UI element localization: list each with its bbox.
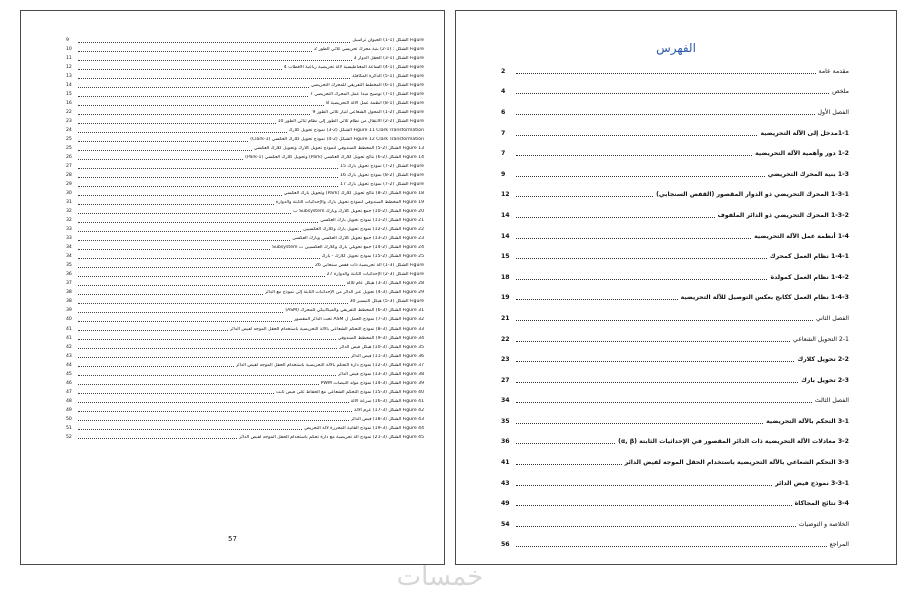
table-of-contents-page <box>455 10 897 565</box>
dot-leader <box>78 354 349 358</box>
figure-entry <box>66 63 424 72</box>
toc-entry <box>501 123 849 144</box>
toc-entry-title: 1-3-1 المحرك التحريضي ذو الدوار المقصور (القفص السنجابي) <box>656 191 849 199</box>
figure-entry-title: Figure الشكل (3-2) الإحداثيات الثابتة والدوارة 27 <box>326 272 424 278</box>
toc-entry-page: 12 <box>501 191 510 199</box>
toc-entry-page: 35 <box>501 417 510 425</box>
toc-entry-page: 15 <box>501 253 510 261</box>
figure-entry <box>66 406 424 415</box>
dot-leader <box>78 273 325 277</box>
toc-entry <box>501 329 849 350</box>
figure-entry <box>66 315 424 324</box>
figure-entry-page: 34 <box>66 245 72 251</box>
dot-leader <box>78 309 283 313</box>
figure-entry-page: 16 <box>66 101 72 107</box>
dot-leader <box>78 48 312 52</box>
toc-entry-page: 27 <box>501 376 510 384</box>
toc-entry-title: 1-3-2 المحرك التحريضي ذو الدائر الملفوف <box>717 211 849 219</box>
figure-entry-page: 14 <box>66 83 72 89</box>
dot-leader <box>78 372 336 376</box>
figure-entry <box>66 424 424 433</box>
dot-leader <box>78 264 313 268</box>
figure-entry <box>66 207 424 216</box>
figure-entry-page: 50 <box>66 416 72 422</box>
figure-entry-title: Figure 40 الشكل (3-15) نموذج التحكم الشعاعي مع الحفاظ على فيض ثابت <box>276 389 424 395</box>
toc-entry-page: 6 <box>501 108 506 116</box>
figure-entry <box>66 144 424 153</box>
toc-entry-title: الفصل الثالث <box>814 397 849 405</box>
figure-entry-title: Figure الشكل (1-4) الساعة المغناطيسية لآلة تحريضية رباعية الأقطاب 4 <box>283 65 424 71</box>
dot-leader <box>78 120 276 124</box>
figure-entry-page: 24 <box>66 128 72 134</box>
figure-entry <box>66 279 424 288</box>
toc-entry <box>501 164 849 185</box>
table-of-contents <box>501 61 849 555</box>
dot-leader <box>78 66 282 70</box>
figure-entry <box>66 270 424 279</box>
dot-leader <box>516 439 615 444</box>
toc-entry <box>501 226 849 247</box>
figure-entry-title: Figure 45 الشكل (3-21) نموذج آلة تحريضية مع دارة تحكم باستخدام الحقل الموجه لفيض الدائر <box>239 434 424 440</box>
dot-leader <box>78 417 349 421</box>
figure-entry-title: Figure الشكل (1-3) الحقل الدوار 3 <box>353 56 424 62</box>
toc-entry <box>501 61 849 82</box>
dot-leader <box>516 419 763 424</box>
figure-entry-title: Figure 28 الشكل (3-3) هيكل عام للآلة <box>346 281 424 287</box>
figure-entry <box>66 216 424 225</box>
dot-leader <box>78 390 274 394</box>
toc-entry-title: 1-1مدخل إلى الآلة التحريضية <box>760 129 849 137</box>
figure-entry-page: 41 <box>66 326 72 332</box>
toc-entry <box>501 82 849 103</box>
toc-entry-page: 54 <box>501 520 510 528</box>
list-of-figures-page <box>20 10 445 565</box>
dot-leader <box>78 75 350 79</box>
figure-entry-title: Figure 25 الشكل (2-15) نموذج تحويل كلارك - بارك <box>321 254 424 260</box>
dot-leader <box>78 57 352 61</box>
toc-entry <box>501 514 849 535</box>
toc-entry-title: مقدمة عامة <box>818 67 849 75</box>
dot-leader <box>78 336 336 340</box>
figure-entry <box>66 36 424 45</box>
figure-entry <box>66 352 424 361</box>
figure-entry-page: 38 <box>66 299 72 305</box>
dot-leader <box>78 282 345 286</box>
dot-leader <box>78 255 320 259</box>
toc-entry-page: 14 <box>501 211 510 219</box>
figure-entry-title: Figure 31 الشكل (3-6) المخطط التفريقي والميكانيكي للمحرك (ASM) <box>285 308 424 314</box>
toc-entry <box>501 432 849 453</box>
toc-entry <box>501 349 849 370</box>
figure-entry-page: 30 <box>66 191 72 197</box>
figure-entry-page: 15 <box>66 92 72 98</box>
dot-leader <box>78 111 310 115</box>
figure-entry <box>66 243 424 252</box>
figure-entry-title: Figure 41 الشكل (3-16) سرعة الآلة <box>350 398 424 404</box>
dot-leader <box>516 254 767 259</box>
toc-entry <box>501 370 849 391</box>
dot-leader <box>516 234 751 239</box>
figure-entry-title: Figure الشكل (2-2) الانتقال من نظام ثلاثي الطور إلى نظام ثنائي الطور 10 <box>277 119 424 125</box>
figure-entry <box>66 54 424 63</box>
toc-entry-title: 1-4-2 نظام العمل كمولدة <box>770 273 849 281</box>
figure-entry-page: 52 <box>66 434 72 440</box>
figure-entry-page: 40 <box>66 317 72 323</box>
toc-entry <box>501 473 849 494</box>
toc-entry <box>501 205 849 226</box>
figure-entry-title: Figure 12 Clark Transformation الشكل (2-4) نموذج تحويل كلارك العكسي (Clark-1) <box>250 137 424 143</box>
dot-leader <box>516 460 622 465</box>
figure-entry-title: Figure 13 الشكل (2-5) المخطط الصندوقي لنموذج تحويل كلارك وتحويل كلارك العكسي <box>253 146 424 152</box>
figure-entry-page: 32 <box>66 218 72 224</box>
figure-entry <box>66 361 424 370</box>
figure-entry <box>66 225 424 234</box>
dot-leader <box>78 201 274 205</box>
toc-entry-title: 1-4-1 نظام العمل كمحرك <box>769 253 849 261</box>
figure-entry <box>66 370 424 379</box>
figure-entry-page: 27 <box>66 164 72 170</box>
toc-entry-page: 23 <box>501 356 510 364</box>
figure-entry-title: Figure 39 الشكل (3-14) نموذج مولد النبضات PWM <box>320 380 424 386</box>
dot-leader <box>78 318 292 322</box>
figure-entry-page: 41 <box>66 335 72 341</box>
dot-leader <box>78 426 302 430</box>
figure-entry <box>66 297 424 306</box>
figure-entry-page: 25 <box>66 146 72 152</box>
toc-entry <box>501 246 849 267</box>
dot-leader <box>78 300 348 304</box>
figure-entry-page: 42 <box>66 344 72 350</box>
figure-entry <box>66 306 424 315</box>
dot-leader <box>516 337 790 342</box>
toc-entry-title: 1-3 بنية المحرك التحريضي <box>767 170 849 178</box>
toc-entry-page: 34 <box>501 397 510 405</box>
figure-entry <box>66 90 424 99</box>
dot-leader <box>516 357 794 362</box>
figure-entry-page: 11 <box>66 56 72 62</box>
page-number: 57 <box>228 535 237 543</box>
toc-entry-page: 18 <box>501 273 510 281</box>
toc-entry-title: 1-2 دور وأهمية الآلة التحريضية <box>755 150 849 158</box>
figure-entry <box>66 153 424 162</box>
dot-leader <box>516 398 812 403</box>
figure-entry <box>66 135 424 144</box>
figure-entry-page: 9 <box>66 38 69 43</box>
figure-entry-title: Figure 18 الشكل (2-8) نتائج تحويل كلارك (Park) وتحويل بارك العكسي <box>283 191 424 197</box>
dot-leader <box>78 147 252 151</box>
figure-entry-page: 23 <box>66 119 72 125</box>
figure-entry <box>66 45 424 54</box>
dot-leader <box>516 542 827 547</box>
figure-entry <box>66 117 424 126</box>
figure-entry <box>66 397 424 406</box>
toc-entry-title: 2-2 تحويل كلارك <box>797 356 849 364</box>
dot-leader <box>78 192 282 196</box>
figure-entry-title: Figure 11 Clark Transformation الشكل (2-3) نموذج تحويل كلارك <box>288 128 424 134</box>
figure-entry <box>66 433 424 442</box>
dot-leader <box>78 183 338 187</box>
figure-entry-page: 25 <box>66 137 72 143</box>
figure-entry <box>66 72 424 81</box>
dot-leader <box>516 378 798 383</box>
figure-entry-page: 51 <box>66 425 72 431</box>
figure-entry <box>66 252 424 261</box>
figure-entry-page: 38 <box>66 290 72 296</box>
toc-entry-page: 22 <box>501 335 510 343</box>
dot-leader <box>78 138 248 142</box>
toc-entry-title: 2-1 التحويل الشعاعي <box>793 335 849 343</box>
figure-entry <box>66 343 424 352</box>
dot-leader <box>78 39 350 43</box>
figure-entry-page: 37 <box>66 281 72 287</box>
toc-entry-page: 19 <box>501 294 510 302</box>
dot-leader <box>516 481 772 486</box>
dot-leader <box>78 129 287 133</box>
figure-entry-title: Figure 42 الشكل (3-17) عزم الآلة <box>354 407 424 413</box>
toc-entry-page: 9 <box>501 170 506 178</box>
toc-entry-title: ملخص <box>832 88 849 96</box>
dot-leader <box>516 89 829 94</box>
dot-leader <box>78 408 352 412</box>
toc-entry-page: 21 <box>501 314 510 322</box>
figure-entry-title: Figure 19 المخطط الصندوقي لنموذج تحويل بارك والإحداثيات الثابتة والدوارة <box>275 200 424 206</box>
toc-entry-page: 7 <box>501 129 506 137</box>
dot-leader <box>78 363 234 367</box>
toc-entry-title: 2-3 تحويل بارك <box>801 376 849 384</box>
figure-entry-title: Figure الشكل (2-1) المحول الشعاعي لتيار ثلاثي الطور 9 <box>312 110 424 116</box>
dot-leader <box>78 345 337 349</box>
dot-leader <box>78 84 309 88</box>
toc-entry-page: 2 <box>501 67 506 75</box>
figure-entry-page: 12 <box>66 65 72 71</box>
dot-leader <box>78 174 338 178</box>
figure-entry-title: Figure 35 الشكل (3-10) هيكل فيض الدائر <box>339 344 424 350</box>
toc-entry <box>501 493 849 514</box>
dot-leader <box>78 165 338 169</box>
dot-leader <box>78 291 263 295</box>
figure-entry-page: 33 <box>66 227 72 233</box>
figure-entry-title: Figure 33 الشكل (3-8) نموذج التحكم الشعاعي بالآلة التحريضية باستخدام الحقل الموجه لفيض الدائر <box>229 326 424 332</box>
figure-entry-page: 45 <box>66 371 72 377</box>
toc-entry-title: 3-2 معادلات الآلة التحريضية ذات الدائر المقصور في الإحداثيات الثابتة (α, β) <box>618 438 849 446</box>
figure-entry-page: 31 <box>66 200 72 206</box>
figure-entry-title: Figure الشكل (2-7) نموذج تحويل بارك 15 <box>340 164 424 170</box>
toc-entry-title: الخلاصة و التوصيات <box>798 520 849 528</box>
figure-entry-page: 26 <box>66 155 72 161</box>
figure-entry-title: Figure الشكل (3-5) هيكل التيسير 30 <box>349 299 424 305</box>
figure-entry-page: 28 <box>66 173 72 179</box>
figure-entry <box>66 261 424 270</box>
figure-entry-title: Figure 34 الشكل (3-9) المخطط الصندوقي <box>337 335 424 341</box>
toc-entry-title: 1-4-3 نظام العمل ككابح بعكس التوصيل للآلة التحريضية <box>680 294 849 302</box>
figure-entry <box>66 288 424 297</box>
toc-entry <box>501 452 849 473</box>
toc-entry-title: 1-4 أنظمة عمل الآلة التحريضية <box>754 232 849 240</box>
toc-entry-page: 49 <box>501 500 510 508</box>
dot-leader <box>78 219 318 223</box>
dot-leader <box>78 228 301 232</box>
figure-entry-page: 33 <box>66 236 72 242</box>
figure-entry-title: Figure 24 الشكل (2-14) جمع تحويلي بارك وكلارك العكسيين ب Subsystem <box>272 245 424 251</box>
toc-entry <box>501 391 849 412</box>
figure-entry-page: 32 <box>66 209 72 215</box>
figure-entry-title: Figure 38 الشكل (3-13) نموذج فيض الدائر <box>337 371 424 377</box>
toc-entry <box>501 185 849 206</box>
figure-entry-title: Figure الشكل : (1-2) بنية محرك تحريضي ثلاثي الطور 2 <box>314 47 424 53</box>
dot-leader <box>516 275 767 280</box>
toc-entry-page: 14 <box>501 232 510 240</box>
figure-entry <box>66 171 424 180</box>
dot-leader <box>78 156 243 160</box>
figure-entry-page: 46 <box>66 380 72 386</box>
figure-entry <box>66 234 424 243</box>
figure-entry-title: Figure الشكل (2-7) نموذج تحويل بارك 17 <box>340 182 424 188</box>
toc-entry-title: 3-1 التحكم بالآلة التحريضية <box>766 417 849 425</box>
figure-entry-title: Figure الشكل (1-1) الحيوان تراسيل <box>352 38 424 43</box>
figure-entry-page: 10 <box>66 47 72 53</box>
figure-entry-title: Figure 32 الشكل (3-7) نموذج الحمل ل ASM تحت الدائر المقصور <box>293 317 424 323</box>
figure-entry-title: Figure 44 الشكل (3-19) نموذج القانية المحررة لآلة التحريض <box>304 425 424 431</box>
dot-leader <box>516 501 792 506</box>
toc-entry-title: 3-4 نتائج المحاكاة <box>794 500 849 508</box>
figure-entry-title: Figure الشكل (1-7) توضيح مبدأ عمل المحرك التحريضي 7 <box>309 92 424 98</box>
toc-entry <box>501 411 849 432</box>
toc-entry <box>501 288 849 309</box>
figure-entry-page: 35 <box>66 263 72 269</box>
toc-entry <box>501 102 849 123</box>
figure-entry-page: 49 <box>66 407 72 413</box>
dot-leader <box>78 399 349 403</box>
figure-entry-page: 48 <box>66 398 72 404</box>
figure-entry-title: Figure الشكل (2-8) نموذج تحويل بارك 16 <box>340 173 424 179</box>
figure-entry-page: 22 <box>66 110 72 116</box>
figure-entry-title: Figure الشكل (1-8) أنظمة عمل الآلة التحريضية 8 <box>326 101 424 107</box>
figure-entry-page: 29 <box>66 182 72 188</box>
figure-entry-page: 47 <box>66 389 72 395</box>
figure-entry <box>66 180 424 189</box>
figure-entry <box>66 81 424 90</box>
toc-entry-page: 36 <box>501 438 510 446</box>
figure-entry <box>66 415 424 424</box>
dot-leader <box>78 210 291 214</box>
figure-entry-title: Figure 43 الشكل (3-18) فيض الدائر <box>350 416 424 422</box>
dot-leader <box>78 237 290 241</box>
dot-leader <box>78 381 319 385</box>
dot-leader <box>516 151 752 156</box>
toc-entry-title: الفصل الثاني <box>816 314 849 322</box>
dot-leader <box>516 110 815 115</box>
figure-entry-page: 39 <box>66 308 72 314</box>
dot-leader <box>78 246 270 250</box>
toc-entry-page: 41 <box>501 459 510 467</box>
figure-entry <box>66 334 424 343</box>
dot-leader <box>516 192 653 197</box>
dot-leader <box>78 93 308 97</box>
figure-entry-page: 34 <box>66 254 72 260</box>
figure-entry-page: 36 <box>66 272 72 278</box>
watermark-logo: خمسات <box>396 562 484 592</box>
figure-entry-title: Figure الشكل (3-1) آلة تحريضية ذات قفص سنجابي 26 <box>314 263 424 269</box>
dot-leader <box>516 69 816 74</box>
figure-entry-page: 43 <box>66 353 72 359</box>
figure-entry <box>66 189 424 198</box>
toc-entry-title: 3-3 التحكم الشعاعي بالآلة التحريضية باستخدام الحقل الموجه لفيض الدائر <box>624 459 849 467</box>
figure-entry <box>66 108 424 117</box>
figure-entry-title: Figure 29 الشكل (3-4) تحويل عبر الدائر من الإحداثيات الثابتة إلى نموذج مع الدائر <box>264 290 424 296</box>
figure-entry <box>66 162 424 171</box>
toc-entry-page: 4 <box>501 88 506 96</box>
figure-entry <box>66 99 424 108</box>
toc-entry-page: 43 <box>501 479 510 487</box>
toc-title: الفهرس <box>656 41 696 55</box>
dot-leader <box>516 131 757 136</box>
dot-leader <box>516 295 678 300</box>
toc-entry-page: 56 <box>501 541 510 549</box>
figure-entry <box>66 198 424 207</box>
figure-entry <box>66 325 424 334</box>
figure-entry-title: Figure 22 الشكل (2-12) نموذج تحويل بارك وكلارك العكسيين <box>303 227 424 233</box>
dot-leader <box>78 327 228 331</box>
figure-entry-page: 44 <box>66 362 72 368</box>
toc-entry-title: 3-3-1 نموذج فيض الدائر <box>775 479 849 487</box>
dot-leader <box>516 172 765 177</box>
dot-leader <box>516 213 715 218</box>
dot-leader <box>516 522 796 527</box>
toc-entry <box>501 535 849 556</box>
toc-entry-title: المراجع <box>829 541 849 549</box>
figure-entry-title: Figure الشكل (1-6) المخطط التفريقي للمحرك التحريضي <box>310 83 424 89</box>
figure-entry-title: Figure 23 الشكل (2-13) جمع تحويل كلارك العكسي وبارك العكسي <box>292 236 424 242</box>
figure-entry <box>66 388 424 397</box>
figure-entry <box>66 379 424 388</box>
figure-entry-title: Figure 36 الشكل (3-11) فيض الدائر <box>350 353 424 359</box>
figure-entry-title: Figure 20 الشكل (2-10) جمع تحويل كلارك وبارك Subsystem ب <box>293 209 424 215</box>
figure-entry-title: Figure 21 الشكل (2-11) نموذج تحويل بارك العكسي <box>320 218 424 224</box>
dot-leader <box>516 316 813 321</box>
list-of-figures <box>66 36 424 442</box>
dot-leader <box>78 102 324 106</box>
figure-entry-title: Figure 14 الشكل (2-6) نتائج تحويل كلارك العكسي (Park) وتحويل كلارك العكسي (Park-1) <box>245 155 424 161</box>
toc-entry <box>501 143 849 164</box>
figure-entry-page: 13 <box>66 74 72 80</box>
figure-entry-title: Figure الشكل (1-5) الدائرة المكافئة <box>352 74 424 80</box>
figure-entry-title: Figure 37 الشكل (3-12) نموذج دارة التحكم بالآلة التحريضية باستخدام الحقل الموجه لفيض الدائر <box>235 362 424 368</box>
dot-leader <box>78 435 237 439</box>
toc-entry <box>501 308 849 329</box>
toc-entry-page: 7 <box>501 150 506 158</box>
toc-entry <box>501 267 849 288</box>
toc-entry-title: الفصل الأول <box>817 108 849 116</box>
figure-entry <box>66 126 424 135</box>
